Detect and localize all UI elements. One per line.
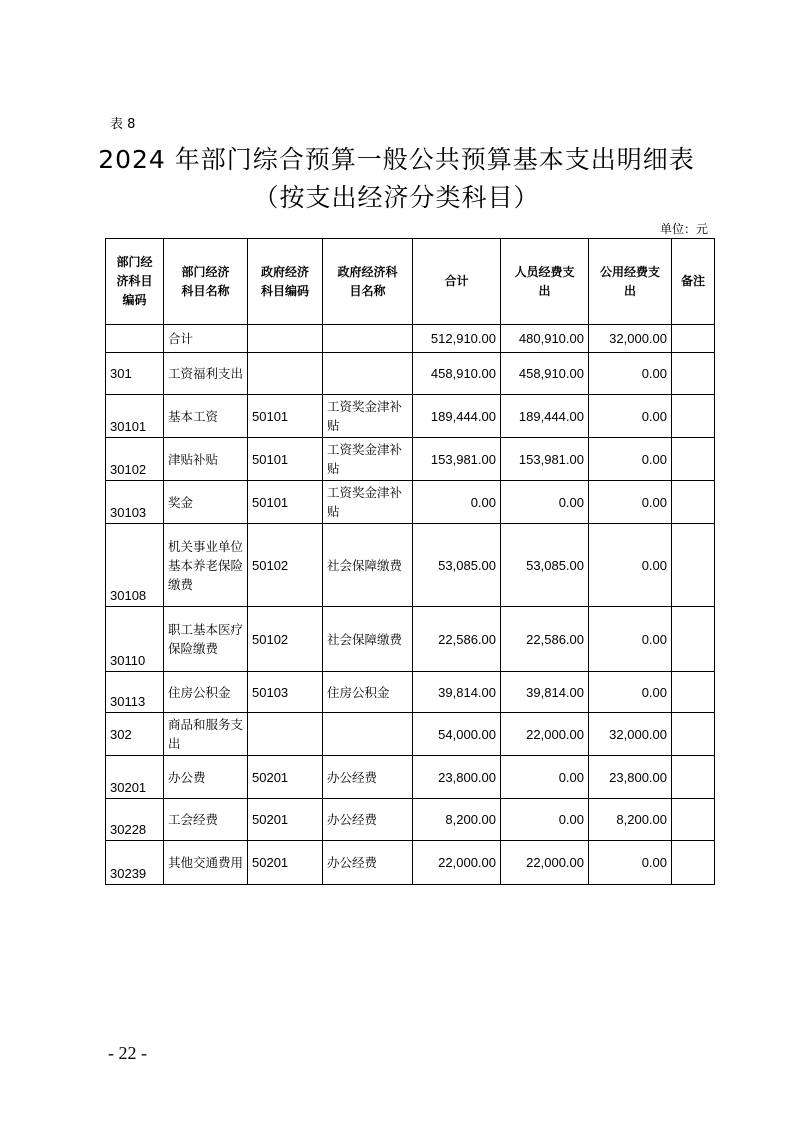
cell-gov-code: 50102 (248, 524, 323, 607)
header-public: 公用经费支出 (589, 239, 672, 325)
cell-public: 0.00 (589, 607, 672, 672)
cell-dept-name: 基本工资 (164, 395, 248, 438)
cell-dept-name: 合计 (164, 325, 248, 353)
cell-dept-name: 其他交通费用 (164, 841, 248, 885)
table-row (106, 325, 715, 353)
cell-gov-code: 50201 (248, 799, 323, 841)
cell-gov-name: 工资奖金津补贴 (323, 481, 413, 524)
cell-gov-code: 50103 (248, 672, 323, 713)
cell-gov-code: 50101 (248, 438, 323, 481)
cell-gov-code (248, 713, 323, 756)
cell-gov-name (323, 353, 413, 395)
cell-gov-name: 社会保障缴费 (323, 524, 413, 607)
cell-gov-name: 办公经费 (323, 756, 413, 799)
cell-remark (672, 672, 715, 713)
cell-dept-code (106, 325, 164, 353)
table-label: 表 8 (110, 117, 136, 132)
header-gov-name: 政府经济科目名称 (323, 239, 413, 325)
cell-gov-name (323, 713, 413, 756)
cell-personnel: 153,981.00 (501, 438, 589, 481)
cell-dept-code: 301 (106, 353, 164, 395)
cell-gov-name (323, 325, 413, 353)
page-title: 2024 年部门综合预算一般公共预算基本支出明细表 (98, 145, 695, 174)
cell-remark (672, 607, 715, 672)
cell-dept-code: 302 (106, 713, 164, 756)
cell-public: 0.00 (589, 672, 672, 713)
cell-personnel: 53,085.00 (501, 524, 589, 607)
cell-gov-name: 工资奖金津补贴 (323, 438, 413, 481)
table-row (106, 353, 715, 395)
cell-remark (672, 524, 715, 607)
cell-gov-code: 50101 (248, 395, 323, 438)
cell-remark (672, 395, 715, 438)
cell-dept-code: 30239 (106, 841, 164, 885)
cell-gov-code (248, 353, 323, 395)
header-dept-code: 部门经济科目编码 (106, 239, 164, 325)
table-row (106, 438, 715, 481)
budget-table (105, 238, 715, 885)
cell-public: 23,800.00 (589, 756, 672, 799)
header-dept-name: 部门经济科目名称 (164, 239, 248, 325)
cell-gov-code: 50101 (248, 481, 323, 524)
header-gov-code: 政府经济科目编码 (248, 239, 323, 325)
page-subtitle: （按支出经济分类科目） (253, 183, 540, 212)
table-header-row (106, 239, 715, 325)
table-row (106, 799, 715, 841)
cell-dept-code: 30201 (106, 756, 164, 799)
cell-personnel: 458,910.00 (501, 353, 589, 395)
cell-remark (672, 353, 715, 395)
table-row (106, 713, 715, 756)
cell-personnel: 189,444.00 (501, 395, 589, 438)
table-row (106, 481, 715, 524)
cell-public: 0.00 (589, 841, 672, 885)
cell-gov-code: 50102 (248, 607, 323, 672)
cell-dept-name: 职工基本医疗保险缴费 (164, 607, 248, 672)
cell-total: 512,910.00 (413, 325, 501, 353)
cell-public: 32,000.00 (589, 713, 672, 756)
cell-gov-code: 50201 (248, 756, 323, 799)
cell-public: 0.00 (589, 524, 672, 607)
cell-public: 0.00 (589, 395, 672, 438)
cell-dept-name: 商品和服务支出 (164, 713, 248, 756)
cell-remark (672, 325, 715, 353)
cell-remark (672, 438, 715, 481)
cell-personnel: 480,910.00 (501, 325, 589, 353)
cell-total: 54,000.00 (413, 713, 501, 756)
cell-gov-name: 办公经费 (323, 841, 413, 885)
cell-remark (672, 756, 715, 799)
cell-gov-name: 工资奖金津补贴 (323, 395, 413, 438)
cell-dept-code: 30102 (106, 438, 164, 481)
cell-dept-name: 工会经费 (164, 799, 248, 841)
cell-total: 22,586.00 (413, 607, 501, 672)
cell-gov-name: 办公经费 (323, 799, 413, 841)
cell-dept-name: 机关事业单位基本养老保险缴费 (164, 524, 248, 607)
cell-remark (672, 713, 715, 756)
cell-dept-code: 30110 (106, 607, 164, 672)
table-row (106, 672, 715, 713)
cell-public: 8,200.00 (589, 799, 672, 841)
cell-personnel: 22,586.00 (501, 607, 589, 672)
cell-gov-name: 社会保障缴费 (323, 607, 413, 672)
cell-personnel: 22,000.00 (501, 713, 589, 756)
table-row (106, 524, 715, 607)
header-personnel: 人员经费支出 (501, 239, 589, 325)
cell-total: 0.00 (413, 481, 501, 524)
table-row (106, 756, 715, 799)
table-row (106, 395, 715, 438)
cell-personnel: 0.00 (501, 756, 589, 799)
cell-remark (672, 481, 715, 524)
unit-label: 单位：元 (659, 222, 708, 236)
cell-total: 23,800.00 (413, 756, 501, 799)
cell-dept-name: 办公费 (164, 756, 248, 799)
cell-total: 8,200.00 (413, 799, 501, 841)
cell-public: 0.00 (589, 438, 672, 481)
cell-dept-name: 津贴补贴 (164, 438, 248, 481)
cell-dept-code: 30228 (106, 799, 164, 841)
cell-gov-name: 住房公积金 (323, 672, 413, 713)
cell-public: 0.00 (589, 481, 672, 524)
cell-personnel: 0.00 (501, 481, 589, 524)
cell-public: 0.00 (589, 353, 672, 395)
cell-total: 22,000.00 (413, 841, 501, 885)
cell-personnel: 22,000.00 (501, 841, 589, 885)
cell-public: 32,000.00 (589, 325, 672, 353)
table-row (106, 607, 715, 672)
cell-total: 153,981.00 (413, 438, 501, 481)
header-remark: 备注 (672, 239, 715, 325)
page-number: - 22 - (108, 1043, 147, 1063)
cell-dept-name: 工资福利支出 (164, 353, 248, 395)
cell-dept-name: 住房公积金 (164, 672, 248, 713)
cell-personnel: 0.00 (501, 799, 589, 841)
cell-dept-code: 30103 (106, 481, 164, 524)
cell-total: 39,814.00 (413, 672, 501, 713)
cell-gov-code (248, 325, 323, 353)
cell-dept-code: 30108 (106, 524, 164, 607)
cell-total: 53,085.00 (413, 524, 501, 607)
cell-personnel: 39,814.00 (501, 672, 589, 713)
cell-dept-code: 30101 (106, 395, 164, 438)
cell-remark (672, 799, 715, 841)
cell-total: 458,910.00 (413, 353, 501, 395)
cell-dept-name: 奖金 (164, 481, 248, 524)
header-total: 合计 (413, 239, 501, 325)
cell-total: 189,444.00 (413, 395, 501, 438)
cell-remark (672, 841, 715, 885)
cell-dept-code: 30113 (106, 672, 164, 713)
cell-gov-code: 50201 (248, 841, 323, 885)
table-row (106, 841, 715, 885)
